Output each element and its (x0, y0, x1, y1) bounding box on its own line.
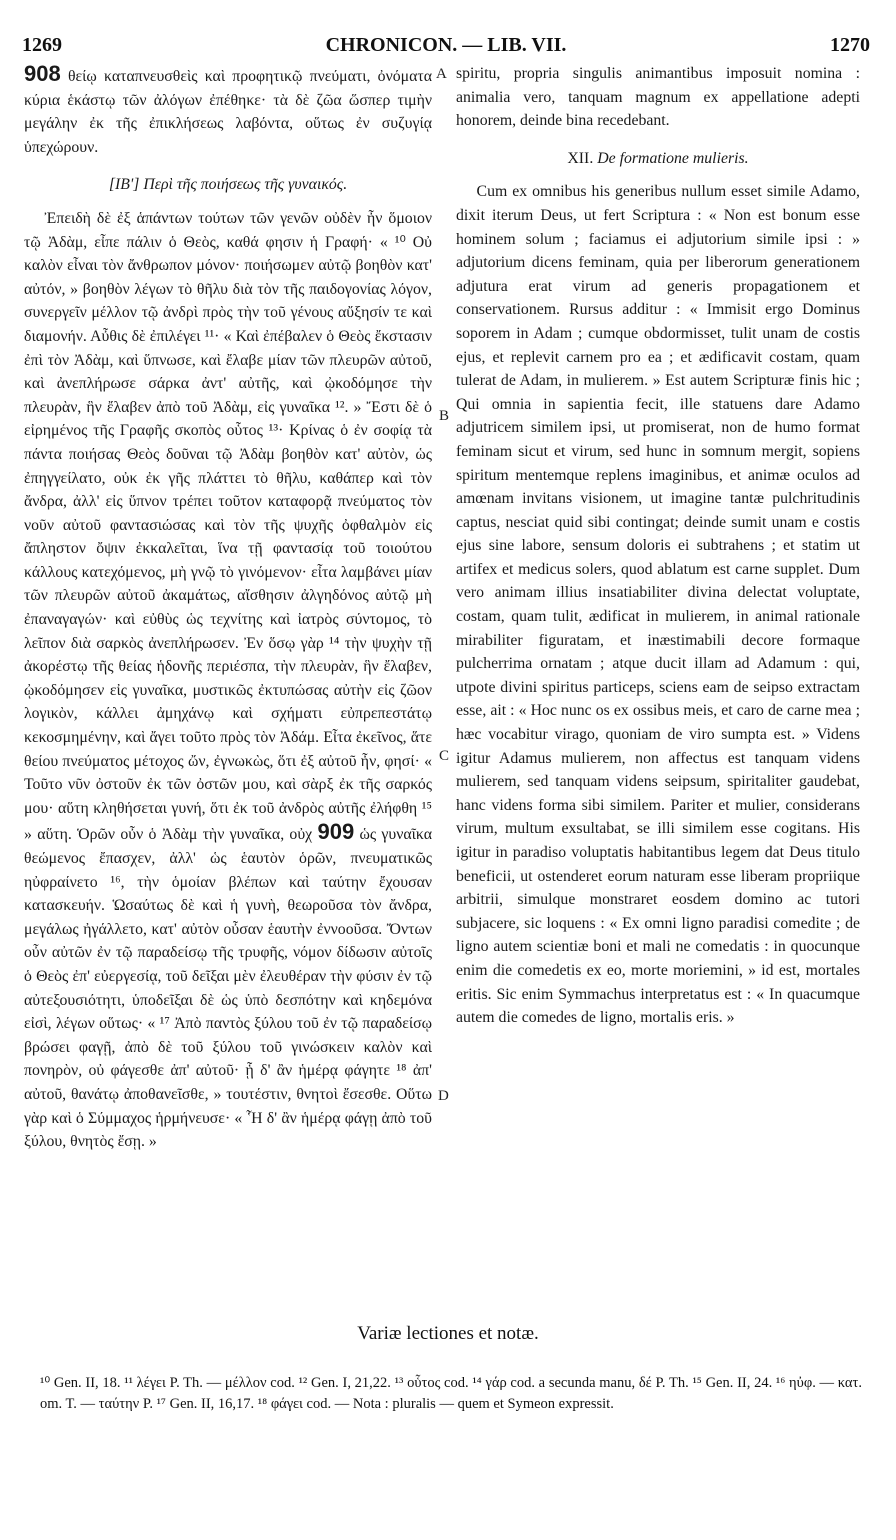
running-header (22, 30, 870, 60)
greek-column (24, 62, 432, 1154)
margin-letter-c: C (439, 748, 450, 764)
running-title: CHRONICON. — LIB. VII. (325, 34, 567, 56)
column-number-908: 908 (24, 61, 61, 86)
greek-body-paragraph (24, 207, 432, 1154)
page-number-left: 1269 (22, 34, 62, 56)
notes-text: ¹⁰ Gen. II, 18. ¹¹ λέγει P. Th. — μέλλον cod. ¹² Gen. I, 21,22. ¹³ οὗτος cod. ¹⁴ γάρ cod. a secunda manu, δέ P. Th. ¹⁵ Gen. II, 24. ¹⁶ ηὐφ. — κατ. om. T. — ταύτην P. ¹⁷ Gen. II, 16,17. ¹⁸ φάγει cod. — Nota : pluralis — quem et Symeon expressit. (40, 1375, 862, 1412)
greek-body-text-b: ὡς γυναῖκα θεώμενος ἔπασχεν, ἀλλ' ὡς ἑαυτὸν ὁρῶν, πνευματικῶς ηὐφραίνετο ¹⁶, τὴν ὁμοίαν βλέπων καὶ ταύτην ἔχουσαν κατασκευήν. Ὡσαύτως δὲ καὶ ἡ γυνὴ, θεωροῦσα τὸν ἄνδρα, μεγάλως ἠγάλλετο, κατ' αὐτὸν οὖσαν ἑαυτὴν ἐννοοῦσα. Ὄντων οὖν αὐτῶν ἐν τῷ παραδείσῳ τῆς τρυφῆς, νόμον δίδωσιν αὐτοῖς ὁ Θεὸς ἐπ' εὐεργεσίᾳ, τοῦ δεῖξαι μὲν ἐλευθέραν τὴν φύσιν ἐν τῷ αὐτεξουσιότητι, ὑποδεῖξαι δὲ ὡς ὑπὸ δεσπότην καὶ κηδεμόνα εἰσὶ, λέγων οὕτως· « ¹⁷ Ἀπὸ παντὸς ξύλου τοῦ ἐν τῷ παραδείσῳ βρώσει φαγῇ, ἀπὸ δὲ τοῦ ξύλου τοῦ γινώσκειν καλὸν καὶ πονηρὸν, οὐ φάγεσθε ἀπ' αὐτοῦ· ᾗ δ' ἂν ἡμέρᾳ φάγητε ¹⁸ ἀπ' αὐτοῦ, θανάτῳ ἀποθανεῖσθε, » τουτέστιν, θνητοὶ ἔσεσθε. Οὕτω γὰρ καὶ ὁ Σύμμαχος ἡρμήνευσε· « Ἧ δ' ἂν ἡμέρᾳ φάγῃ ἀπὸ τοῦ ξύλου, θνητὸς ἔσῃ. » (24, 826, 432, 1151)
greek-body-text-a: Ἐπειδὴ δὲ ἐξ ἁπάντων τούτων τῶν γενῶν οὐδὲν ἦν ὅμοιον τῷ Ἀδὰμ, εἶπε πάλιν ὁ Θεὸς, καθά φησιν ἡ Γραφή· « ¹⁰ Οὐ καλὸν εἶναι τὸν ἄνθρωπον μόνον· ποιήσωμεν αὐτῷ βοηθὸν κατ' αὐτόν, » βοηθὸν λέγων τὸ θῆλυ διὰ τὸν τῆς παιδογονίας λόγον, συνεργεῖν μέλλον τῷ ἀνδρὶ πρὸς τὴν τοῦ γένους αὔξησίν τε καὶ διαμονήν. Αὖθις δὲ ἐπιλέγει ¹¹· « Καὶ ἐπέβαλεν ὁ Θεὸς ἔκστασιν ἐπὶ τὸν Ἀδὰμ, καὶ ὕπνωσε, καὶ ἔλαβε μίαν τῶν πλευρῶν αὐτοῦ, καὶ ἀνεπλήρωσε σάρκα ἀντ' αὐτῆς, καὶ ᾠκοδόμησε τὴν πλευρὰν, ἣν ἔλαβεν ἀπὸ τοῦ Ἀδὰμ, εἰς γυναῖκα ¹². » Ἔστι δὲ ὁ εἰρημένος τῆς Γραφῆς σκοπὸς οὗτος ¹³· Κρίνας ὁ ἐν σοφίᾳ τὰ πάντα ποιήσας Θεὸς δοῦναι τῷ Ἀδὰμ βοηθὸν κατ' αὐτὸν, ὡς ἐπηγγείλατο, οὐκ ἐκ γῆς πλάττει τὸ θῆλυ, καθάπερ καὶ τὸν ἄνδρα, ἀλλ' εἰς ὕπνον τρέπει τοῦτον καταφορᾷ πνεύματος τὸν νοῦν αὐτοῦ φαντασιώσας καὶ τὸν τῆς ψυχῆς ὀφθαλμὸν εἰς ἄπληστον ὄψιν ἐκκαλεῖται, ἵνα τῇ φαντασίᾳ τοῦ τοιούτου κάλλους κατεχόμενος, μὴ γνῷ τὸ γινόμενον· εἶτα λαμβάνει μίαν τῶν πλευρῶν αὐτοῦ ἀκαμάτως, αἴσθησιν ἀλγηδόνος αὐτῷ μὴ ἐπαναγαγών· καὶ εὐθὺς ὡς τεχνίτης καὶ ἰατρὸς σύντομος, τὸ λεῖπον διὰ σαρκὸς ἀνεπλήρωσεν. Ἐν ὅσῳ γὰρ ¹⁴ τὴν ψυχὴν τῇ ἀκορέστῳ τῆς θείας ἡδονῆς περιέσπα, τὴν πλευρὰν, ἣν ἔλαβεν, ᾠκοδόμησεν εἰς γυναῖκα, μυστικῶς ἐκτυπώσας αὐτὴν εἰς ζῶον λογικὸν, κάλλει ἀμηχάνῳ καὶ σχήματι εὐπρεπεστάτῳ κεκοσμημένην, καὶ ἄγει τοῦτο πρὸς τὸν Ἀδάμ. Εἶτα ἐκεῖνος, ἅτε θείου πνεύματος μέτοχος ὤν, ἐγνωκὼς, ὅτι ἐξ αὐτοῦ ἦν, φησί· « Τοῦτο νῦν ὀστοῦν ἐκ τῶν ὀστῶν μου, καὶ σὰρξ ἐκ τῆς σαρκός μου· αὕτη κληθήσεται γυνή, ὅτι ἐκ τοῦ ἀνδρὸς αὐτῆς ἐλήφθη ¹⁵ » αὕτη. Ὁρῶν οὖν ὁ Ἀδὰμ τὴν γυναῖκα, οὐχ (24, 209, 432, 844)
greek-section-heading: [ΙΒ'] Περὶ τῆς ποιήσεως τῆς γυναικός. (108, 176, 348, 194)
latin-section-heading (456, 147, 860, 171)
latin-column (456, 62, 860, 1030)
margin-letter-b: B (439, 408, 450, 424)
page-number-right: 1270 (830, 34, 870, 56)
margin-letter-a: A (436, 66, 447, 82)
latin-heading-number: XII. (567, 149, 594, 167)
notes-title: Variæ lectiones et notæ. (357, 1323, 539, 1344)
latin-heading-title: De formatione mulieris. (597, 149, 749, 167)
latin-body-paragraph: Cum ex omnibus his generibus nullum esset simile Adamo, dixit iterum Deus, ut fert Scriptura : « Non est bonum esse hominem solum ; faciamus ei adjutorium simile ipsi : » adjutorium dicens feminam, quia per liberorum generationem adjutura erat virum ad generis propagationem et conservationem. Rursus additur : « Immisit ergo Dominus soporem in Adam ; cumque obdormisset, tulit unam de costis ejus, et replevit carnem pro ea ; et ædificavit costam, quam tulerat de Adam, in mulierem. » Est autem Scripturæ finis hic ; Qui omnia in sapientia fecit, ille statuens dare Adamo adjutricem similem ipsi, ut promiserat, non de humo format feminam sicut et virum, sed hunc in somnum mergit, sopiens spiritum mentemque replens imaginibus, et animæ oculos ad amœnam invitans visionem, ut imagine tantæ pulchritudinis captus, nesciat quid sibi contingat; deinde sumit unam e costis ejus sine labore, sensum doloris ei subtrahens ; et statim ut artifex et medicus solers, quod ablatum est carne supplet. Dum vero animam illius insatiabiliter divina delectat voluptate, costam, quam tulit, ædificat in mulierem, in animal rationale mirabiliter figuratam, et inæstimabili decore formaque pulcherrima ornatam ; atque ducit illam ad Adamum : qui, utpote divini spiritus particeps, sciens eam de seipso extractam esse, ait : « Hoc nunc os ex ossibus meis, et caro de carne mea ; hæc vocabitur virago, quoniam de viro sumpta est. » Videns igitur Adamus mulierem, non affectus est tanquam videns mulierem, sed tanquam videns seipsum, spiritaliter gaudebat, hanc videns forma sibi similem. Pariter et mulier, considerans virum, multum exsultabat, se illi similem esse cogitans. His igitur in paradiso voluptatis habitantibus legem dat Deus titulo beneficii, ut ostenderet eorum naturam esse liberam propriique arbitrii, simulque monstraret eosdem domino ac tutori subjacere, sic loquens : « Ex omni ligno paradisi comedite ; de ligno autem scientiæ boni et mali ne comedatis : in quocunque enim die comedetis ex eo, morte moriemini, » id est, mortales eritis. Sic enim Symmachus interpretatus est : « In quacumque autem die comedes de ligno, mortalis eris. » (456, 183, 860, 1027)
latin-intro-paragraph: spiritu, propria singulis animantibus imposuit nomina : animalia vero, tanquam magnum ex appellatione adepti honorem, deinde bina recedebant. (456, 65, 860, 130)
margin-letter-d: D (438, 1088, 449, 1104)
greek-intro-text: θείῳ καταπνευσθεὶς καὶ προφητικῷ πνεύματι, ὀνόματα κύρια ἑκάστῳ τῶν ἀλόγων ἐπέθηκε· τὰ δὲ ζῶα ὥσπερ τιμὴν μεγάλην ἐκ τῆς ἐπικλήσεως λαβόντα, οὕτως ἐν συζυγίᾳ ὑπεχώρουν. (24, 68, 432, 156)
column-number-909: 909 (317, 819, 355, 845)
greek-intro-paragraph (24, 62, 432, 159)
